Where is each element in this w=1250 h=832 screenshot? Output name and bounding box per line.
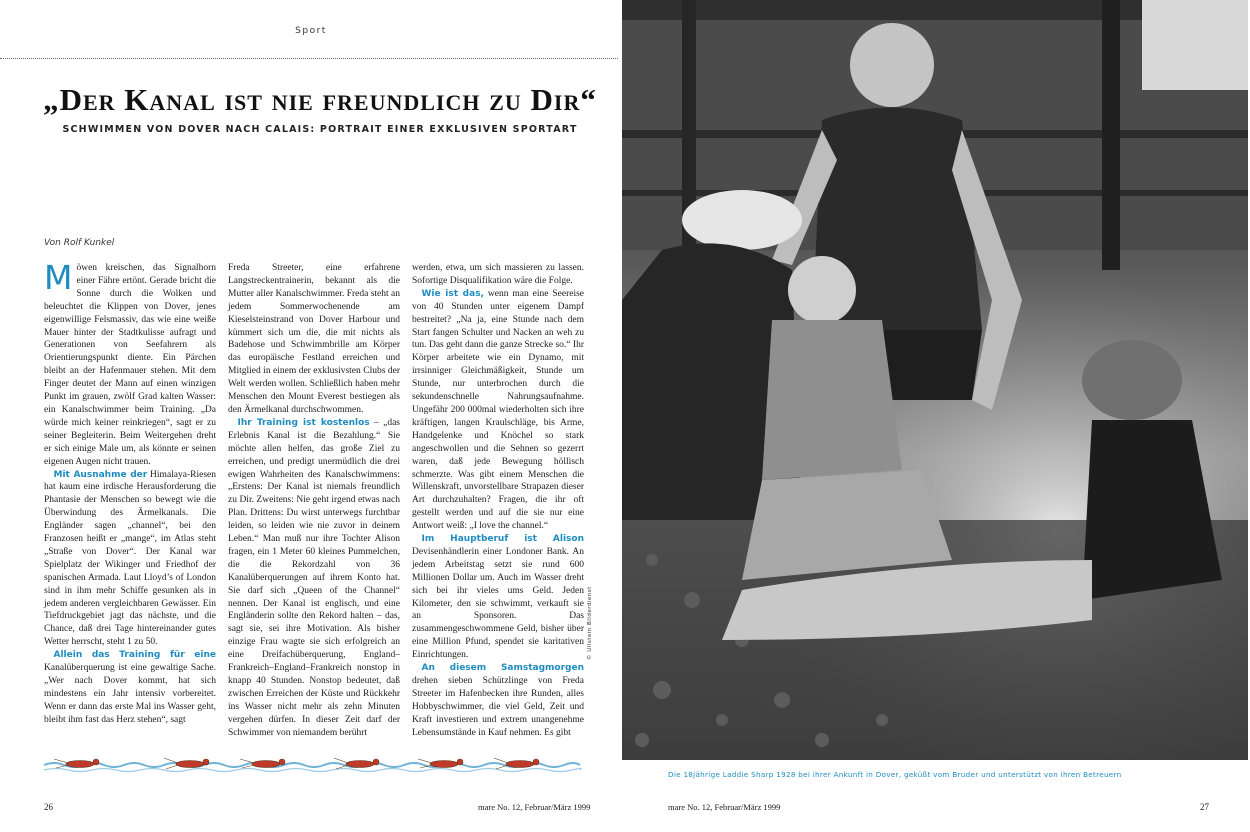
paragraph	[412, 288, 584, 533]
lead-in: Wie ist das,	[421, 288, 484, 299]
text-column-1	[44, 258, 217, 732]
lead-in: An diesem Samstagmorgen	[421, 663, 584, 674]
paragraph-text: drehen sieben Schützlinge von Freda Streeter im Hafenbecken ihre Runden, alles Hobbyschwimmer, die viel Geld, Zeit und Kraft investieren und extrem unangenehme Lebensumstände in Kauf nehmen. Es gibt	[412, 676, 584, 738]
text-column-2	[228, 262, 401, 738]
magazine-reference: mare No. 12, Februar/März 1999	[668, 802, 781, 812]
lead-in: Mit Ausnahme der	[53, 469, 148, 480]
swimmer-illustration-band	[44, 750, 580, 776]
drop-cap: M	[44, 258, 73, 297]
paragraph-text: wenn man eine Seereise von 40 Stunden unter eigenem Dampf bestreitet? „Na ja, eine Stunde nach dem Start fangen Schulter und Nacken an weh zu tun. Das geht dann die ganze Strecke so.“ Ihr Körper arbeitete wie ein Dynamo, mit irrsinniger Gleichmäßigkeit, Stunde um Stunde, nur unterbrochen durch die sekundenschnelle Nahrungsaufnahme. Ungefähr 200 000mal wiederholten sich ihre kräftigen, langen Kraulschläge, bis Arme, Handgelenke und Knöchel so stark angeschwollen und die Sehnen so gezerrt waren, daß jede Bewegung höllisch schmerzte. Was gibt einem Menschen die Willenskraft, unvorstellbare Strapazen dieser Art durchzuhalten? Fragen, die ihr oft gestellt werden und auf die sie nur eine Antwort weiß: „I love the channel.“	[412, 288, 585, 532]
paragraph-text: Himalaya-Riesen hat kaum eine irdische Herausforderung die Phantasie der Menschen so bewegt wie die Überwindung des Ärmelkanals. Die Engländer sagen „channel“, bei den Franzosen heißt er „mange“, im Atlas steht „Straße von Dover“. Der Kanal war Spielplatz der Wikinger und Friedhof der spanischen Armada. Laut Lloyd’s of London sind in ihm mehr Schiffe gesunken als in jedem anderen vergleichbaren Gewässer. Ein Tiefdruckgebiet jagt das nächste, und die Chance, daß drei Tage hintereinander gutes Wetter herrscht, steht 1 zu 50.	[44, 469, 217, 648]
paragraph	[44, 258, 216, 469]
paragraph-text: werden, etwa, um sich massieren zu lassen. Sofortige Disqualifikation wäre die Folge.	[412, 263, 584, 286]
paragraph	[228, 262, 400, 417]
paragraph-text: Devisenhändlerin einer Londoner Bank. An jedem Arbeitstag setzt sie rund 600 Millionen Dollar um. Auch im Wasser dreht sich bei ihr vieles ums Geld. Jeden Kilometer, den sie schwimmt, verkauft sie an Sponsoren. Das zusammengeschwommene Geld, bisher über eine Million Pfund, spendet sie karitativen Einrichtungen.	[412, 546, 584, 661]
byline: Von Rolf Kunkel	[44, 238, 115, 248]
page-number: 26	[44, 802, 53, 812]
paragraph	[44, 649, 216, 726]
paragraph-text: Freda Streeter, eine erfahrene Langstreckentrainerin, bekannt als die Mutter aller Kanalschwimmer. Freda steht an jedem Sommerwochenende am Kieselsteinstrand von Dover Harbour und kümmert sich um die, die mit nichts als Badehose und Schwimmbrille am Körper das europäische Festland erreichen und Mitglied in einem der exklusivsten Clubs der Welt werden wollen. Schließlich haben mehr Menschen den Mount Everest bestiegen als den Ärmelkanal durchschwommen.	[228, 263, 401, 415]
page-number: 27	[1200, 802, 1209, 812]
swimmer-figure	[418, 759, 463, 768]
water-line	[44, 763, 580, 767]
photo-credit: © Ullstein Bilderdienst	[587, 586, 593, 660]
article-headline: „Der Kanal ist nie freundlich zu Dir“	[43, 82, 597, 117]
text-column-3	[412, 262, 585, 738]
right-page	[622, 0, 1250, 832]
lead-in: Im Hauptberuf ist Alison	[421, 534, 584, 545]
paragraph-text: Kanalüberquerung ist eine gewaltige Sache. „Wer nach Dover kommt, hat sich mindestens ein Jahr intensiv vorbereitet. Wenn er dann das erste Mal ins Wasser geht, bleibt ihm fast das Herz stehen“, sagt	[44, 663, 216, 725]
lead-in: Allein das Training für eine	[53, 650, 216, 661]
historical-photo	[622, 0, 1248, 760]
article-subheadline: SCHWIMMEN VON DOVER NACH CALAIS: PORTRAIT EINER EXKLUSIVEN SPORTART	[62, 124, 578, 135]
lead-in: Ihr Training ist kostenlos	[237, 417, 370, 428]
paragraph-text: – „das Erlebnis Kanal ist die Bezahlung.“ Sie möchte allen helfen, das große Ziel zu erreichen, und predigt unermüdlich die drei ewigen Wahrheiten des Kanalschwimmens: „Erstens: Der Kanal ist niemals freundlich zu Dir. Zweitens: Nie geht irgend etwas nach Plan. Drittens: Du wirst unterwegs furchtbar leiden, so leiden wie nie zuvor in deinem Leben.“ Man muß nur ihre Tochter Alison fragen, ein 1 Meter 60 kleines Pummelchen, die die Rekordzahl von 36 Kanalüberquerungen auf ihrem Konto hat. Sie darf sich „Queen of the Channel“ nennen. Der Kanal ist englisch, und eine Engländerin sollte den Rekord halten – das, sagt sie, sei ihre Motivation. Als bisher einzige Frau wagte sie sich erfolgreich an eine Dreifachüberquerung, England–Frankreich–England–Frankreich nonstop in knapp 40 Stunden. Nonstop bedeutet, daß zwischen Erreichen der Küste und Rückkehr ins Wasser nicht mehr als zehn Minuten vergehen dürfen. In dieser Zeit darf der Schwimmer von niemandem berührt	[228, 417, 400, 738]
paragraph	[44, 469, 216, 650]
paragraph	[412, 662, 584, 739]
header-divider	[0, 58, 618, 59]
paragraph	[412, 262, 584, 288]
paragraph-text: öwen kreischen, das Signalhorn einer Fähre ertönt. Gerade bricht die Sonne durch die Wolken und beleuchtet die Klippen von Dover, jenes eigenwillige Felsmassiv, das wie eine weiße Mauer hinter der Stadtkulisse aufragt und Generationen von Seefahrern als Orientierungspunkt diente. Ein Pärchen bleibt an der Hafenmauer stehen. Mit dem Finger deutet der Mann auf einen winzigen Punkt im grauen, zwölf Grad kalten Wasser: ein Kanalschwimmer beim Training. „Da würde mich keiner reinkriegen“, sagt er zu seiner Begleiterin. Beim Weitergehen dreht er sich einige Male um, als könnte er seinen eigenen Augen nicht trauen.	[44, 263, 216, 467]
section-label: Sport	[295, 26, 327, 36]
paragraph	[412, 533, 584, 662]
paragraph	[228, 417, 400, 740]
photo-illustration	[622, 0, 1248, 760]
magazine-reference: mare No. 12, Februar/März 1999	[478, 802, 591, 812]
left-page	[0, 0, 622, 832]
photo-caption: Die 18jährige Laddie Sharp 1928 bei ihrer Ankunft in Dover, geküßt vom Bruder und unterstützt von ihren Betreuern	[668, 770, 1122, 779]
